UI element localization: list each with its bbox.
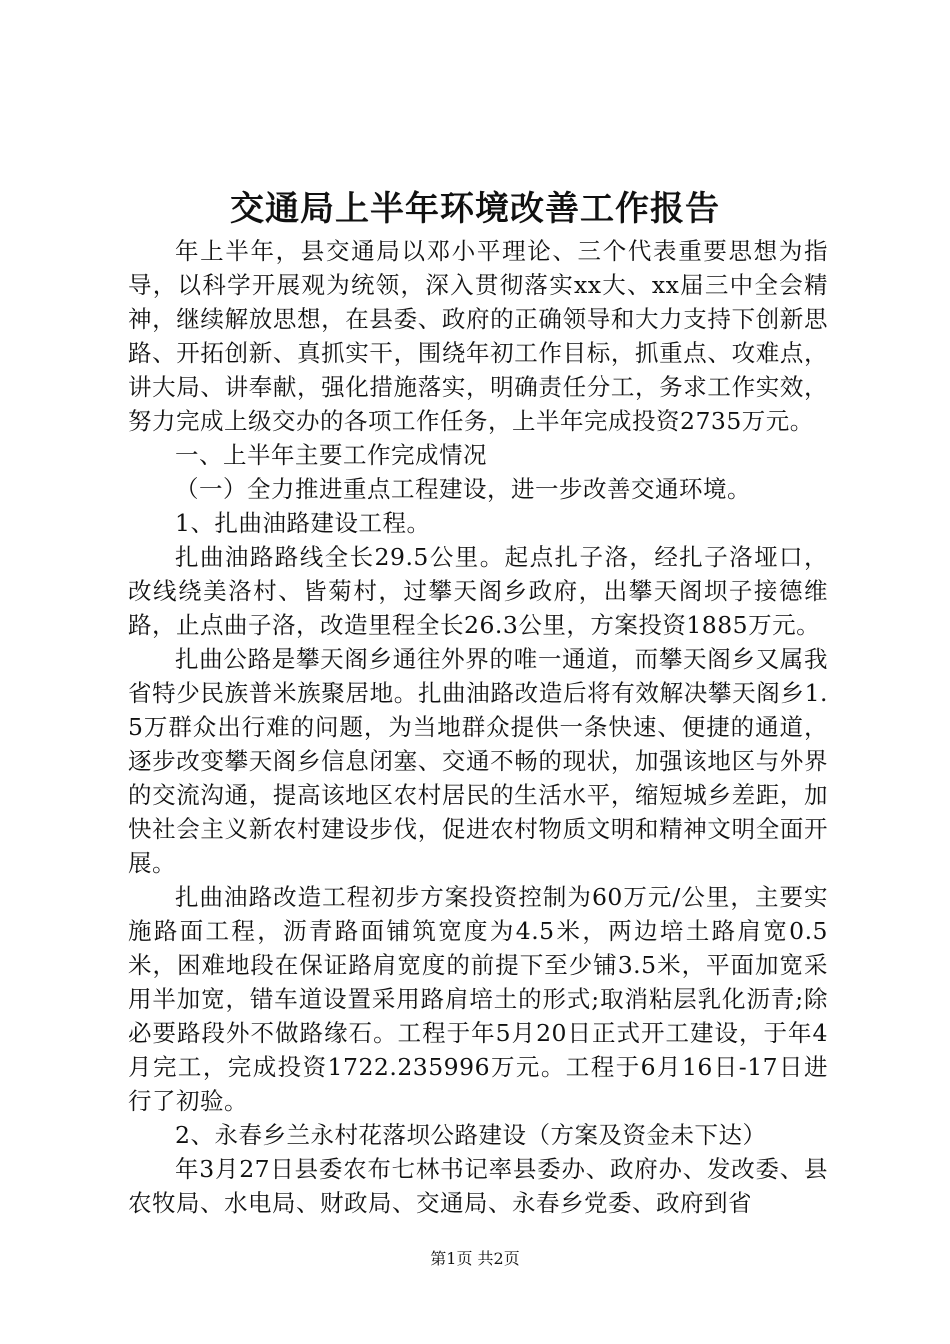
paragraph: 扎曲公路是攀天阁乡通往外界的唯一通道，而攀天阁乡又属我省特少民族普米族聚居地。扎曲油路改造后将有效解决攀天阁乡1.5万群众出行难的问题，为当地群众提供一条快速、便捷的通道，逐步改变攀天阁乡信息闭塞、交通不畅的现状，加强该地区与外界的交流沟通，提高该地区农村居民的生活水平，缩短城乡差距，加快社会主义新农村建设步伐，促进农村物质文明和精神文明全面开展。 bbox=[128, 645, 828, 877]
paragraph: 扎曲油路路线全长29.5公里。起点扎子洛，经扎子洛垭口，改线绕美洛村、皆菊村，过攀天阁乡政府，出攀天阁坝子接德维路，止点曲子洛，改造里程全长26.3公里，方案投资1885万元。 bbox=[128, 543, 828, 639]
item-heading: 1、扎曲油路建设工程。 bbox=[175, 509, 431, 537]
subsection-heading: （一）全力推进重点工程建设，进一步改善交通环境。 bbox=[175, 475, 751, 503]
paragraph: 年3月27日县委农布七林书记率县委办、政府办、发改委、县农牧局、水电局、财政局、交通局、永春乡党委、政府到省 bbox=[128, 1155, 828, 1217]
paragraph: 扎曲油路改造工程初步方案投资控制为60万元/公里，主要实施路面工程，沥青路面铺筑宽度为4.5米，两边培土路肩宽0.5米，困难地段在保证路肩宽度的前提下至少铺3.5米，平面加宽采用半加宽，错车道设置采用路肩培土的形式;取消粘层乳化沥青;除必要路段外不做路缘石。工程于年5月20日正式开工建设，于年4月完工，完成投资1722.235996万元。工程于6月16日-17日进行了初验。 bbox=[128, 883, 828, 1115]
paragraph-intro: 年上半年，县交通局以邓小平理论、三个代表重要思想为指导，以科学开展观为统领，深入贯彻落实xx大、xx届三中全会精神，继续解放思想，在县委、政府的正确领导和大力支持下创新思路、开拓创新、真抓实干，围绕年初工作目标，抓重点、攻难点，讲大局、讲奉献，强化措施落实，明确责任分工，务求工作实效，努力完成上级交办的各项工作任务，上半年完成投资2735万元。 bbox=[128, 237, 828, 435]
section-heading: 一、上半年主要工作完成情况 bbox=[175, 441, 487, 469]
document-title: 交通局上半年环境改善工作报告 bbox=[230, 189, 720, 229]
document-body bbox=[128, 234, 828, 1220]
item-heading: 2、永春乡兰永村花落坝公路建设（方案及资金未下达） bbox=[175, 1121, 767, 1149]
page-footer: 第1页 共2页 bbox=[430, 1249, 520, 1268]
